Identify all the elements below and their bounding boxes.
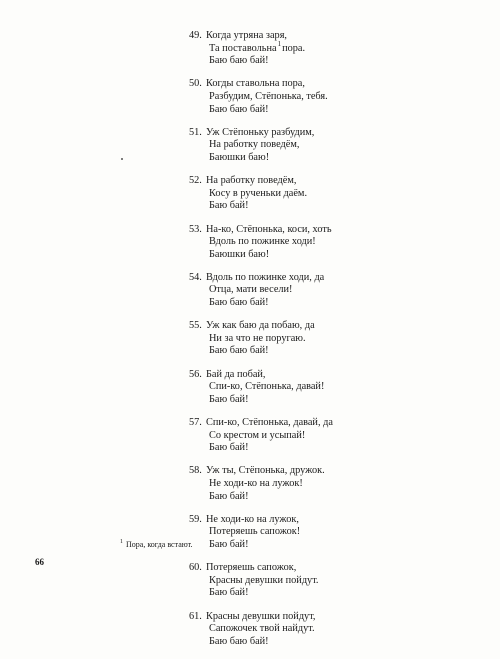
- verse-line: [189, 442, 479, 455]
- verse-11: [189, 562, 479, 600]
- verse-line: [189, 272, 479, 285]
- verse-line: [189, 91, 479, 104]
- verse-number: 56.: [189, 368, 202, 380]
- verse-line: [189, 562, 479, 575]
- verse-3: [189, 175, 479, 213]
- verse-column: [189, 30, 479, 659]
- verse-line-text: Красны девушки пойдут,: [206, 610, 316, 622]
- verse-line: [189, 526, 479, 539]
- verse-line: [189, 236, 479, 249]
- verse-line-text: Баюшки баю!: [209, 248, 270, 260]
- verse-line-text: Баю баю бай!: [209, 345, 269, 357]
- verse-line-text: Уж Стёпоньку разбудим,: [206, 126, 315, 138]
- verse-line-text: Та поставольна: [209, 42, 277, 54]
- verse-line: [189, 78, 479, 91]
- verse-line: [189, 139, 479, 152]
- verse-line: [189, 430, 479, 443]
- verse-line: [189, 478, 479, 491]
- print-speck: [121, 158, 123, 160]
- verse-line-text: Когды ставольна пора,: [206, 78, 305, 90]
- footnote: [120, 540, 193, 549]
- verse-line-text: Спи-ко, Стёпонька, давай, да: [206, 417, 333, 428]
- verse-line-text: Красны девушки пойдут.: [209, 574, 319, 586]
- verse-line: [189, 611, 479, 624]
- verse-line: [189, 587, 479, 600]
- verse-line: [189, 284, 479, 297]
- verse-line-text: На-ко, Стёпонька, коси, хоть: [206, 223, 332, 235]
- verse-line-text: Косу в рученьки даём.: [209, 187, 308, 199]
- verse-5: [189, 272, 479, 310]
- verse-line-text-after-mark: пора.: [282, 42, 306, 54]
- verse-7: [189, 369, 479, 407]
- verse-line: [189, 55, 479, 68]
- verse-line-text: Баю бай!: [209, 442, 249, 454]
- footnote-reference: 1: [277, 40, 282, 49]
- verse-line-text: Баю бай!: [209, 393, 249, 405]
- verse-number: 52.: [189, 175, 202, 187]
- verse-number: 50.: [189, 78, 202, 90]
- verse-number: 61.: [189, 610, 202, 622]
- verse-line: [189, 636, 479, 649]
- verse-line: [189, 514, 479, 527]
- verse-number: 60.: [189, 562, 202, 574]
- verse-line: [189, 297, 479, 310]
- verse-line: [189, 369, 479, 382]
- verse-number: 53.: [189, 223, 202, 235]
- verse-line: [189, 539, 479, 552]
- verse-line-text: Баю бай!: [209, 538, 249, 550]
- verse-line-text: Баю баю бай!: [209, 297, 269, 309]
- verse-line-text: Баюшки баю!: [209, 151, 270, 163]
- verse-line-text: Разбудим, Стёпонька, тебя.: [209, 90, 328, 102]
- verse-number: 59.: [189, 513, 202, 525]
- verse-line-text: Потеряешь сапожок,: [206, 562, 297, 574]
- verse-line-text: Ни за что не поругаю.: [209, 332, 306, 344]
- verse-line: [189, 104, 479, 117]
- verse-line: [189, 40, 479, 56]
- verse-line-text: Спи-ко, Стёпонька, давай!: [209, 381, 325, 393]
- verse-2: [189, 127, 479, 165]
- verse-line: [189, 394, 479, 407]
- verse-line-text: Уж как баю да побаю, да: [206, 320, 315, 332]
- verse-6: [189, 320, 479, 358]
- verse-number: 49.: [189, 30, 202, 41]
- verse-line: [189, 249, 479, 262]
- verse-number: 54.: [189, 271, 202, 283]
- verse-line: [189, 224, 479, 237]
- verse-10: [189, 514, 479, 552]
- verse-line-text: Не ходи-ко на лужок,: [206, 513, 299, 525]
- verse-line: [189, 465, 479, 478]
- verse-0: [189, 30, 479, 68]
- verse-line-text: Потеряешь сапожок!: [209, 526, 301, 538]
- verse-line-text: Уж ты, Стёпонька, дружок.: [206, 465, 325, 477]
- verse-line: [189, 381, 479, 394]
- verse-line-text: Не ходи-ко на лужок!: [209, 477, 303, 489]
- verse-line: [189, 491, 479, 504]
- verse-1: [189, 78, 479, 116]
- verse-line-text: На работку поведём,: [209, 139, 300, 151]
- verse-number: 57.: [189, 417, 202, 428]
- verse-line-text: Баю баю бай!: [209, 635, 269, 647]
- verse-line-text: Вдоль по пожинке ходи!: [209, 236, 316, 248]
- verse-line: [189, 200, 479, 213]
- verse-4: [189, 224, 479, 262]
- verse-line-text: Со крестом и усыпай!: [209, 429, 306, 441]
- verse-line-text: Баю бай!: [209, 490, 249, 502]
- footnote-text: Пора, когда встают.: [126, 540, 193, 549]
- verse-line-text: Баю баю бай!: [209, 103, 269, 115]
- verse-line: [189, 417, 479, 430]
- verse-line: [189, 575, 479, 588]
- verse-line: [189, 333, 479, 346]
- verse-line-text: Вдоль по пожинке ходи, да: [206, 271, 325, 283]
- verse-8: [189, 417, 479, 455]
- verse-line-text: Сапожочек твой найдут.: [209, 623, 315, 635]
- verse-line-text: Отца, мати весели!: [209, 284, 293, 296]
- verse-line: [189, 623, 479, 636]
- verse-line: [189, 188, 479, 201]
- verse-number: 58.: [189, 465, 202, 477]
- verse-12: [189, 611, 479, 649]
- page-number: 66: [35, 557, 44, 567]
- verse-line-text: Баю бай!: [209, 587, 249, 599]
- verse-line: [189, 345, 479, 358]
- verse-line-text: На работку поведём,: [206, 175, 297, 187]
- verse-line: [189, 152, 479, 165]
- verse-line-text: Когда утряна заря,: [206, 30, 288, 41]
- verse-line-text: Бай да побай,: [206, 368, 266, 380]
- verse-line-text: Баю бай!: [209, 200, 249, 212]
- footnote-mark: 1: [120, 539, 123, 546]
- verse-number: 51.: [189, 126, 202, 138]
- verse-9: [189, 465, 479, 503]
- verse-line: [189, 30, 479, 43]
- verse-line: [189, 127, 479, 140]
- verse-number: 55.: [189, 320, 202, 332]
- verse-line: [189, 320, 479, 333]
- verse-line: [189, 175, 479, 188]
- verse-line-text: Баю баю бай!: [209, 55, 269, 67]
